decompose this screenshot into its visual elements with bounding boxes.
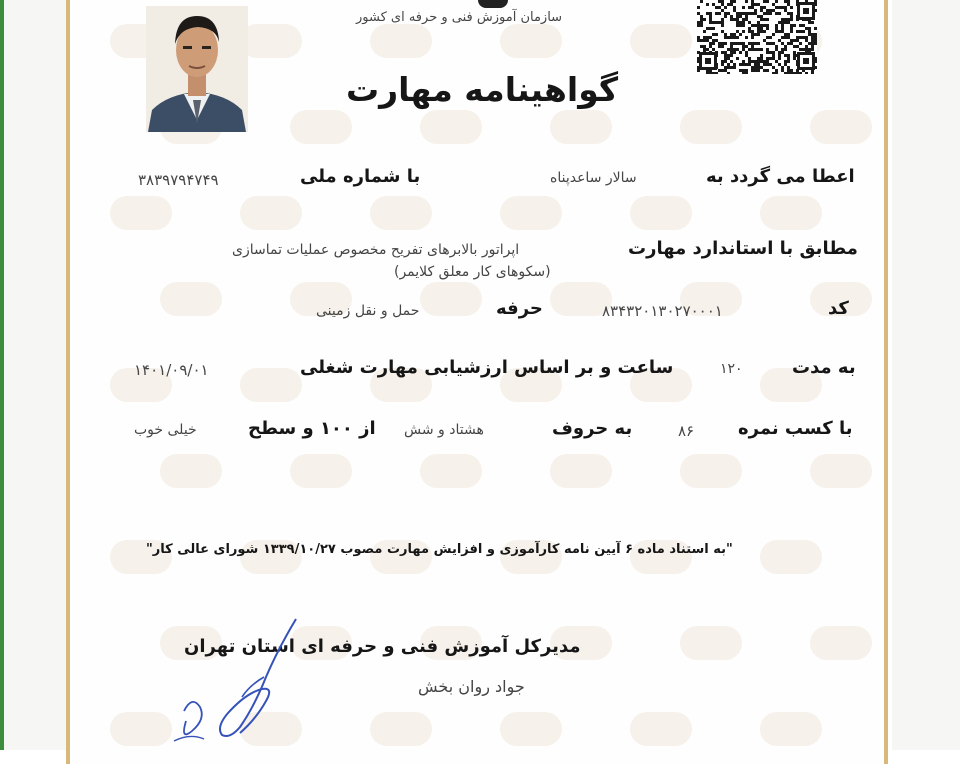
signatory-title: مدیرکل آموزش فنی و حرفه ای استان تهران [184, 636, 581, 657]
standard-title-line2: (سکوهای کار معلق کلایمر) [394, 264, 551, 280]
watermark-mark [680, 454, 742, 488]
watermark-mark [290, 454, 352, 488]
watermark-mark [420, 110, 482, 144]
granted-to-label: اعطا می گردد به [706, 166, 855, 187]
standard-label: مطابق با استاندارد مهارت [628, 238, 858, 259]
assessment-basis: ساعت و بر اساس ارزشیابی مهارت شغلی [300, 357, 674, 378]
organization-name: سازمان آموزش فنی و حرفه ای کشور [356, 10, 563, 25]
watermark-mark [630, 196, 692, 230]
watermark-mark [760, 712, 822, 746]
national-id-label: با شماره ملی [300, 166, 421, 187]
right-background-strip [892, 0, 960, 750]
score-level: خیلی خوب [134, 422, 197, 438]
watermark-mark [370, 196, 432, 230]
holder-photo [146, 6, 248, 132]
left-background-strip [0, 0, 70, 750]
watermark-mark [110, 712, 172, 746]
score-label: با کسب نمره [738, 418, 853, 439]
duration-hours: ۱۲۰ [720, 361, 743, 377]
watermark-mark [680, 626, 742, 660]
certificate-title: گواهینامه مهارت [346, 70, 619, 109]
watermark-mark [160, 454, 222, 488]
code-label: کد [828, 298, 849, 319]
watermark-mark [370, 712, 432, 746]
watermark-mark [500, 196, 562, 230]
watermark-mark [160, 282, 222, 316]
watermark-mark [240, 24, 302, 58]
signatory-name: جواد روان بخش [418, 677, 525, 696]
national-id-value: ۳۸۳۹۷۹۴۷۴۹ [138, 171, 219, 189]
score-in-words-label: به حروف [552, 418, 633, 439]
score-value: ۸۶ [678, 422, 695, 440]
watermark-mark [110, 196, 172, 230]
watermark-mark [240, 196, 302, 230]
watermark-mark [500, 24, 562, 58]
watermark-mark [500, 712, 562, 746]
watermark-mark [370, 24, 432, 58]
recipient-name: سالار ساعدپناه [550, 170, 637, 186]
qr-code [697, 0, 817, 74]
watermark-mark [420, 454, 482, 488]
score-out-of: از ۱۰۰ و سطح [248, 418, 376, 439]
watermark-mark [550, 110, 612, 144]
watermark-mark [810, 110, 872, 144]
signature [170, 615, 320, 750]
watermark-mark [550, 454, 612, 488]
watermark-mark [810, 454, 872, 488]
watermark-mark [630, 712, 692, 746]
watermark-mark [760, 196, 822, 230]
code-value: ۸۳۴۳۲۰۱۳۰۲۷۰۰۰۱ [602, 302, 723, 320]
certificate-date: ۱۴۰۱/۰۹/۰۱ [134, 361, 209, 379]
trade-label: حرفه [496, 298, 543, 319]
trade-value: حمل و نقل زمینی [316, 303, 420, 319]
watermark-mark [240, 368, 302, 402]
legal-reference-note: "به استناد ماده ۶ آیین نامه کارآموزی و افزایش مهارت مصوب ۱۳۳۹/۱۰/۲۷ شورای عالی کار" [146, 542, 733, 557]
standard-title-line1: اپراتور بالابرهای تفریح مخصوص عملیات تماسازی [232, 242, 520, 258]
watermark-mark [420, 282, 482, 316]
watermark-mark [290, 110, 352, 144]
watermark-mark [760, 540, 822, 574]
watermark-mark [630, 24, 692, 58]
watermark-mark [810, 626, 872, 660]
watermark-mark [680, 110, 742, 144]
duration-label: به مدت [792, 357, 856, 378]
organization-logo [478, 0, 508, 8]
score-in-words: هشتاد و شش [404, 422, 484, 438]
